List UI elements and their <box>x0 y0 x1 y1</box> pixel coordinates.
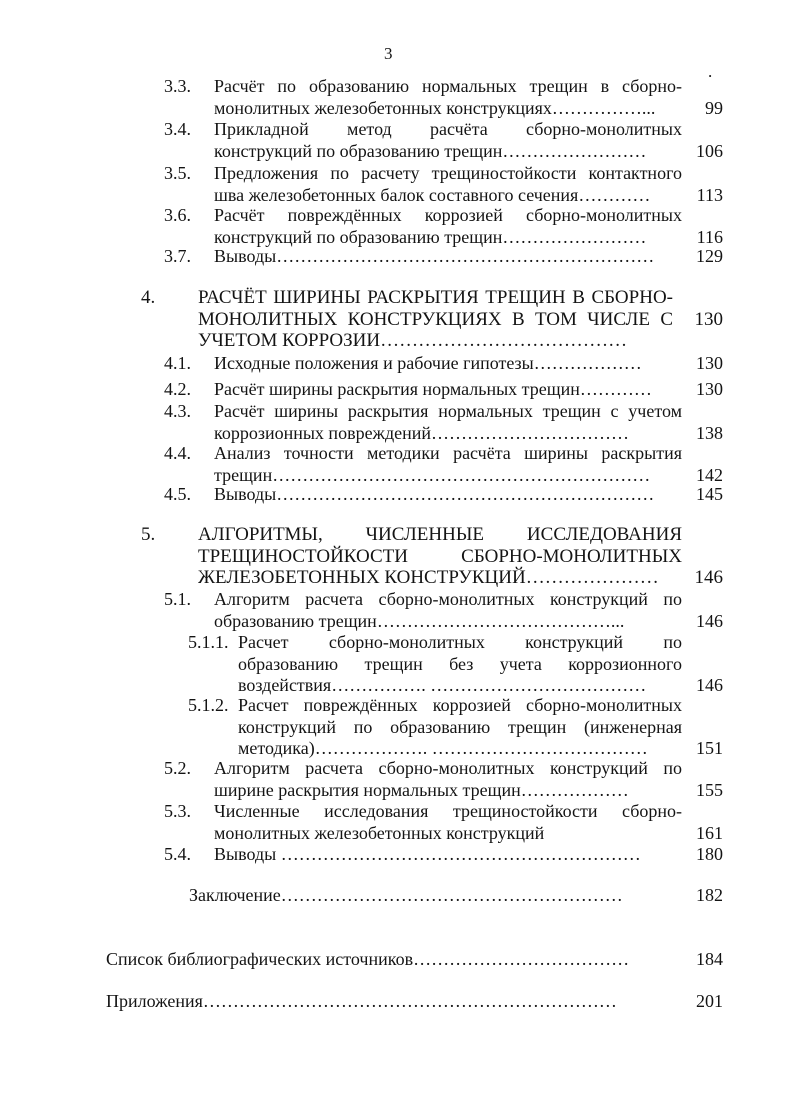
toc-title-line: коррозионных повреждений…………………………… <box>214 422 630 443</box>
toc-title-line: Алгоритм расчета сборно-монолитных конструкций по <box>214 758 682 778</box>
toc-title <box>214 76 682 119</box>
toc-number: 4. <box>141 287 156 308</box>
toc-title <box>198 287 673 352</box>
toc-title-line: УЧЕТОМ КОРРОЗИИ………………………………… <box>198 330 628 351</box>
toc-page: 130 <box>696 379 723 399</box>
toc-number: 5.1.1. <box>188 632 229 652</box>
toc-title-line: Расчёт ширины раскрытия нормальных трещин………… <box>214 379 652 399</box>
toc-title <box>214 353 682 375</box>
toc-title-line: Исходные положения и рабочие гипотезы……………… <box>214 353 642 373</box>
toc-number: 4.3. <box>164 401 191 421</box>
toc-number: 5.3. <box>164 801 191 821</box>
toc-title-line: конструкций по образованию трещин…………………… <box>214 226 647 247</box>
toc-title <box>214 119 682 162</box>
toc-number: 3.6. <box>164 205 191 225</box>
toc-title <box>198 524 682 589</box>
toc-title <box>214 163 682 206</box>
page-number: 3 <box>384 44 393 63</box>
toc-title-line: Расчёт повреждённых коррозией сборно-монолитных <box>214 205 682 225</box>
toc-number: 3.3. <box>164 76 191 96</box>
corner-mark: . <box>708 62 713 81</box>
toc-title <box>214 246 682 268</box>
toc-page: 201 <box>696 991 723 1011</box>
toc-title <box>214 589 682 632</box>
toc-title <box>106 991 680 1013</box>
toc-title-line: АЛГОРИТМЫ, ЧИСЛЕННЫЕ ИССЛЕДОВАНИЯ <box>198 524 682 545</box>
toc-page: 99 <box>705 97 723 118</box>
toc-title-line: Выводы……………………………………………………… <box>214 246 655 266</box>
toc-page: 129 <box>696 246 723 266</box>
toc-title-line: конструкций по образованию трещин (инженерная <box>238 716 682 737</box>
toc-title <box>106 949 680 971</box>
toc-title-line: монолитных железобетонных конструкциях……………... <box>214 97 656 118</box>
toc-title <box>214 443 682 486</box>
toc-page: 138 <box>696 422 723 443</box>
toc-title-line: МОНОЛИТНЫХ КОНСТРУКЦИЯХ В ТОМ ЧИСЛЕ С <box>198 308 673 330</box>
toc-number: 5.1.2. <box>188 695 229 715</box>
toc-title-line: воздействия……………. ……………………………… <box>238 675 647 695</box>
toc-title-line: конструкций по образованию трещин…………………… <box>214 140 647 161</box>
toc-title-line: ширине раскрытия нормальных трещин……………… <box>214 779 629 800</box>
toc-title <box>214 844 682 866</box>
toc-page: 146 <box>696 610 723 631</box>
toc-page: 142 <box>696 464 723 485</box>
toc-title <box>238 632 682 697</box>
toc-page: 182 <box>696 885 723 905</box>
toc-title-line: Заключение………………………………………………… <box>189 885 623 905</box>
toc-title-line: Выводы …………………………………………………… <box>214 844 641 864</box>
toc-title-line: шва железобетонных балок составного сечения………… <box>214 184 651 205</box>
toc-title <box>214 484 682 506</box>
toc-number: 5.2. <box>164 758 191 778</box>
toc-title-line: образованию трещин…………………………………... <box>214 610 625 631</box>
toc-title-line: ТРЕЩИНОСТОЙКОСТИ СБОРНО-МОНОЛИТНЫХ <box>198 545 682 567</box>
toc-title-line: Предложения по расчету трещиностойкости контактного <box>214 163 682 183</box>
toc-title-line: трещин……………………………………………………… <box>214 464 651 485</box>
toc-title <box>238 695 682 760</box>
toc-number: 5.4. <box>164 844 191 864</box>
toc-page: 116 <box>696 226 723 247</box>
toc-title-line: Выводы……………………………………………………… <box>214 484 655 504</box>
toc-title <box>214 401 682 444</box>
toc-number: 3.4. <box>164 119 191 139</box>
toc-page: 113 <box>696 184 723 205</box>
toc-title <box>214 758 682 801</box>
toc-page: 130 <box>696 353 723 373</box>
toc-title-line: Прикладной метод расчёта сборно-монолитных <box>214 119 682 139</box>
toc-page: 161 <box>696 822 723 843</box>
toc-title-line: Расчёт ширины раскрытия нормальных трещин с учетом <box>214 401 682 421</box>
toc-title-line: Список библиографических источников……………………………… <box>106 949 630 969</box>
toc-page: 130 <box>694 308 723 330</box>
toc-number: 5.1. <box>164 589 191 609</box>
toc-title-line: Расчёт по образованию нормальных трещин в сборно- <box>214 76 682 96</box>
toc-page: 184 <box>696 949 723 969</box>
toc-title <box>214 205 682 248</box>
toc-page: 180 <box>696 844 723 864</box>
toc-title-line: Расчет повреждённых коррозией сборно-монолитных <box>238 695 682 715</box>
toc-number: 5. <box>141 524 156 545</box>
toc-number: 4.2. <box>164 379 191 399</box>
toc-title-line: образованию трещин без учета коррозионного <box>238 653 682 674</box>
toc-title-line: Расчет сборно-монолитных конструкций по <box>238 632 682 652</box>
toc-page: 146 <box>696 675 723 695</box>
toc-number: 4.1. <box>164 353 191 373</box>
toc-page: 145 <box>696 484 723 504</box>
toc-number: 4.5. <box>164 484 191 504</box>
toc-title-line: РАСЧЁТ ШИРИНЫ РАСКРЫТИЯ ТРЕЩИН В СБОРНО- <box>198 287 673 308</box>
toc-number: 3.5. <box>164 163 191 183</box>
toc-page: 106 <box>696 140 723 161</box>
toc-page: 155 <box>696 779 723 800</box>
toc-title <box>189 885 679 907</box>
toc-title-line: Анализ точности методики расчёта ширины раскрытия <box>214 443 682 463</box>
toc-number: 4.4. <box>164 443 191 463</box>
toc-title-line: ЖЕЛЕЗОБЕТОННЫХ КОНСТРУКЦИЙ………………… <box>198 567 659 588</box>
toc-page: 146 <box>694 567 723 588</box>
toc-title <box>214 801 682 844</box>
toc-title-line: Численные исследования трещиностойкости сборно- <box>214 801 682 821</box>
toc-title <box>214 379 682 401</box>
toc-number: 3.7. <box>164 246 191 266</box>
toc-title-line: Приложения…………………………………………………………… <box>106 991 617 1011</box>
toc-title-line: монолитных железобетонных конструкций <box>214 822 545 843</box>
toc-page: 151 <box>696 738 723 758</box>
toc-title-line: методика)………………. ……………………………… <box>238 738 648 758</box>
toc-title-line: Алгоритм расчета сборно-монолитных конструкций по <box>214 589 682 609</box>
